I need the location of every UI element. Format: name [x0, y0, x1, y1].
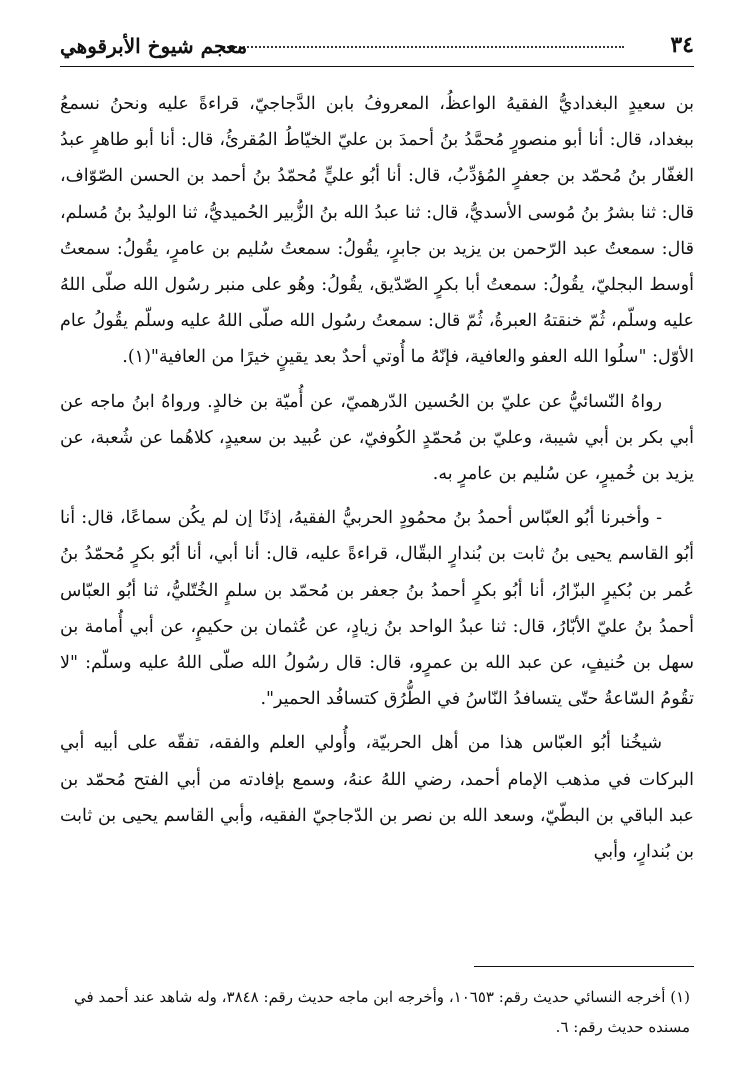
footnotes	[60, 982, 690, 1042]
paragraph: رواهُ النّسائيُّ عن عليّ بن الحُسين الدّرهميّ، عن أُميّة بن خالدٍ. ورواهُ ابنُ ماجه عن أبي بكر بن أبي شيبة، وعليّ بن مُحمّدٍ الكُوفيّ، عن عُبيد بن سعيدٍ، كلاهُما عن شُعبة، عن يزيد بن خُميرٍ، عن سُليم بن عامرٍ به.	[60, 391, 694, 485]
footnote-separator	[474, 966, 694, 967]
page-number: ٣٤	[670, 32, 694, 58]
footnote: (١) أخرجه النسائي حديث رقم: ١٠٦٥٣، وأخرجه ابن ماجه حديث رقم: ٣٨٤٨، وله شاهد عند أحمد في مسنده حديث رقم: ٦.	[74, 988, 690, 1036]
paragraph: بن سعيدٍ البغداديُّ الفقيهُ الواعظُ، المعروفُ بابن الدَّجاجيّ، قراءةً عليه ونحنُ نسمعُ ببغداد، قال: أنا أبو منصورٍ مُحمَّدُ بنُ أحمدَ بن عليّ الخيّاطُ المُقرئُ، قال: أنا أبو طاهرٍ عبدُ الغفّار بنُ مُحمّد بن جعفرٍ المُؤدِّبُ، قال: أنا أبُو عليٍّ مُحمّدُ بنُ أحمد بن الحسن الصّوّاف، قال: ثنا بشرُ بنُ مُوسى الأسديُّ، قال: ثنا عبدُ الله بنُ الزُّبير الحُميديُّ، ثنا الوليدُ بنُ مُسلم، قال: سمعتُ عبد الرّحمن بن يزيد بن جابرٍ، يقُولُ: سمعتُ سُليم بن عامرٍ، يقُولُ: سمعتُ أوسط البجليّ، يقُولُ: سمعتُ أبا بكرٍ الصّدّيق، يقُولُ: وهُو على منبر رسُول الله صلّى اللهُ عليه وسلّم، ثُمّ خنقتهُ العبرةُ، ثُمّ قال: سمعتُ رسُول الله صلّى اللهُ عليه وسلّم يقُولُ عام الأوّل: "سلُوا الله العفو والعافية، فإنّهُ ما أُوتي أحدٌ بعد يقينٍ خيرًا من العافية"(١).	[60, 94, 694, 368]
page-header	[60, 30, 694, 67]
header-dot-leader	[220, 46, 624, 48]
main-text	[60, 86, 694, 878]
paragraph: - وأخبرنا أبُو العبّاس أحمدُ بنُ محمُودٍ الحربيُّ الفقيهُ، إذنًا إن لم يكُن سماعًا، قال: أنا أبُو القاسم يحيى بنُ ثابت بن بُندارٍ البقّال، قراءةً عليه، قال: أنا أبي، أنا أبُو بكرٍ مُحمّدُ بنُ عُمر بن بُكيرٍ البزّارُ، أنا أبُو بكرٍ أحمدُ بنُ جعفر بن مُحمّد بن سلمٍ الخُتّليُّ، ثنا أبُو العبّاس أحمدُ بنُ عليّ الأبّارُ، قال: ثنا عبدُ الواحد بنُ زيادٍ، عن عُثمان بن حكيمٍ، عن أبي أُمامة بن سهل بن حُنيفٍ، عن عبد الله بن عمرٍو، قال: قال رسُولُ الله صلّى اللهُ عليه وسلّم: "لا تقُومُ السّاعةُ حتّى يتسافدُ النّاسُ في الطُّرُق كتسافُد الحمير".	[60, 508, 694, 710]
running-title: معجم شيوخ الأبرقوهي	[60, 34, 248, 58]
paragraph: شيخُنا أبُو العبّاس هذا من أهل الحربيّة، وأُولي العلم والفقه، تفقّه على أبيه أبي البركات في مذهب الإمام أحمد، رضي اللهُ عنهُ، وسمع بإفادته من أبي الفتح مُحمّد بن عبد الباقي بن البطّيّ، وسعد الله بن نصر بن الدّجاجيّ الفقيه، وأبي القاسم يحيى بن ثابت بن بُندارٍ، وأبي	[60, 733, 694, 863]
